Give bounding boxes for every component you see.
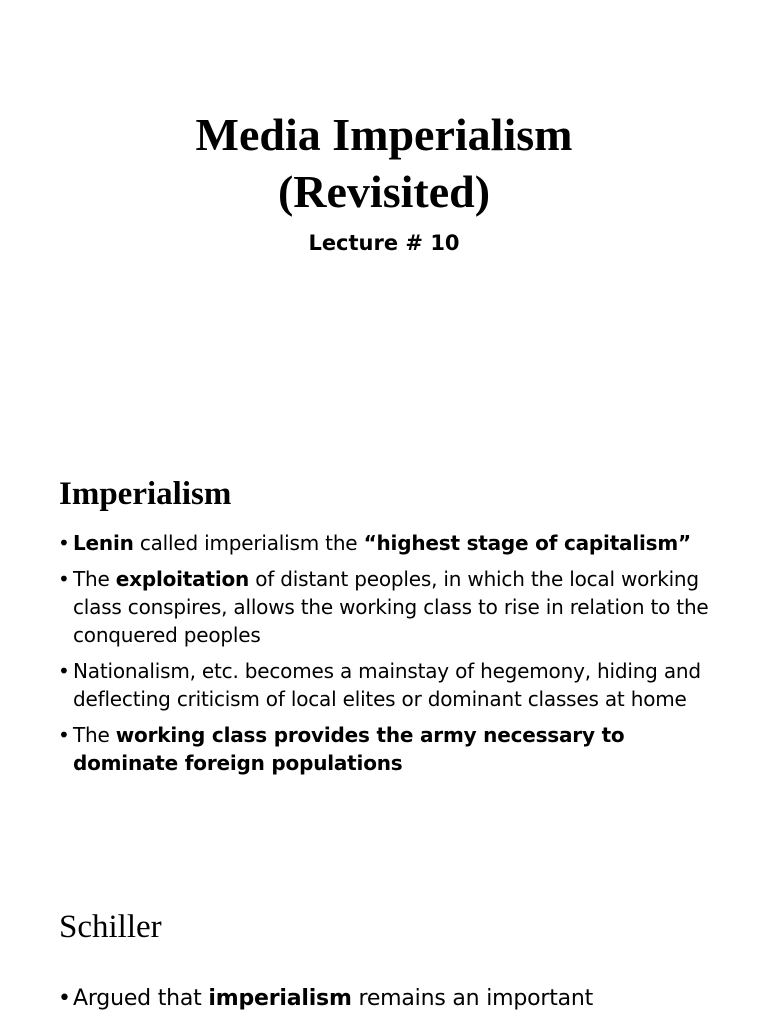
slide-title-line-1: Media Imperialism: [195, 109, 573, 160]
imperialism-heading: Imperialism: [59, 476, 232, 512]
imperialism-bullet-list: [56, 529, 726, 785]
bullet-text-bold: Lenin: [73, 531, 134, 555]
bullet-item: [56, 529, 726, 557]
bullet-text: Argued that: [73, 986, 209, 1011]
bullet-icon: •: [58, 531, 70, 555]
bullet-text: called imperialism the: [133, 531, 364, 555]
slide-title-line-2: (Revisited): [277, 166, 491, 217]
title-slide: [0, 0, 768, 440]
bullet-text: of distant peoples, in which the local working class conspires, allows the working class to rise in relation to the conquered peoples: [73, 567, 709, 647]
schiller-heading: Schiller: [59, 909, 162, 945]
schiller-bullet-list: [56, 985, 726, 1021]
bullet-text: Nationalism, etc. becomes a mainstay of hegemony, hiding and deflecting criticism of local elites or dominant classes at home: [73, 659, 701, 711]
bullet-text-bold: “highest stage of capitalism”: [363, 531, 691, 555]
bullet-text-bold: imperialism: [208, 986, 352, 1011]
bullet-text: The: [73, 723, 116, 747]
bullet-text: The: [73, 567, 116, 591]
bullet-icon: •: [58, 659, 70, 683]
slide-title: [0, 106, 768, 220]
bullet-text-bold: working class provides the army necessary to dominate foreign populations: [73, 723, 625, 775]
bullet-text-bold: exploitation: [115, 567, 250, 591]
bullet-icon: •: [58, 567, 70, 591]
bullet-text: remains an important: [351, 986, 594, 1011]
bullet-icon: •: [58, 723, 70, 747]
bullet-icon: •: [58, 986, 71, 1011]
bullet-item: [56, 565, 726, 649]
bullet-item: [56, 657, 726, 713]
bullet-item: [56, 721, 726, 777]
bullet-item: [56, 985, 726, 1013]
slide-subtitle: Lecture # 10: [308, 231, 460, 255]
